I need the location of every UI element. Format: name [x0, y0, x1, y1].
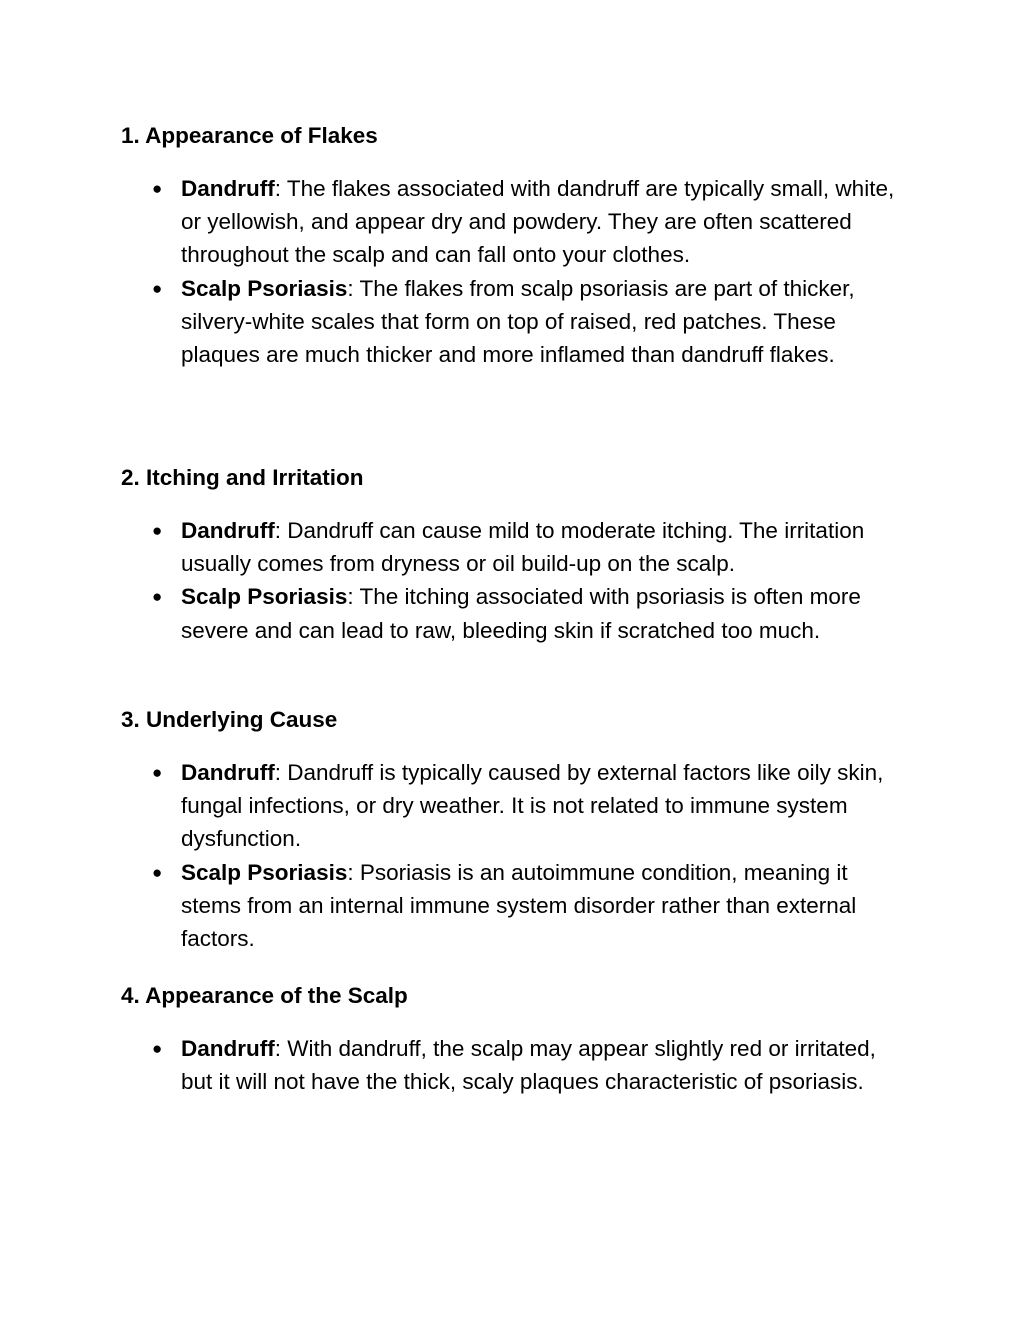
- term-label: Scalp Psoriasis: [181, 275, 348, 301]
- bullet-icon: ●: [152, 862, 163, 882]
- term-label: Dandruff: [181, 518, 275, 543]
- list-item: [0, 580, 911, 646]
- item-text: : Dandruff is typically caused by external factors like oily skin, fungal infections, or dry weather. It is not related to immune system dysfunction.: [181, 760, 884, 852]
- bullet-list: [0, 172, 1024, 371]
- bullet-list: [0, 1032, 1024, 1098]
- term-label: Scalp Psoriasis: [181, 859, 348, 885]
- list-item: [0, 756, 911, 856]
- bullet-icon: ●: [152, 278, 163, 298]
- bullet-icon: ●: [152, 179, 163, 198]
- term-label: Dandruff: [181, 1036, 275, 1061]
- section-heading: 2. Itching and Irritation: [121, 465, 364, 490]
- term-label: Scalp Psoriasis: [181, 584, 348, 610]
- section-heading: 4. Appearance of the Scalp: [121, 983, 408, 1008]
- list-item: [0, 272, 911, 372]
- item-text: : The flakes from scalp psoriasis are part of thicker, silvery-white scales that form on top of raised, red patches. These plaques are much thicker and more inflamed than dandruff flakes.: [181, 275, 855, 368]
- item-text: : The flakes associated with dandruff are typically small, white, or yellowish, and appear dry and powdery. They are often scattered throughout the scalp and can fall onto your clothes.: [181, 176, 895, 268]
- item-text: : Dandruff can cause mild to moderate itching. The irritation usually comes from dryness or oil build-up on the scalp.: [181, 518, 865, 577]
- bullet-list: [0, 514, 1024, 647]
- list-item: [0, 172, 911, 272]
- term-label: Dandruff: [181, 760, 275, 785]
- item-text: : With dandruff, the scalp may appear slightly red or irritated, but it will not have the thick, scaly plaques characteristic of psoriasis.: [181, 1036, 876, 1095]
- bullet-icon: ●: [152, 587, 163, 607]
- section-heading: 3. Underlying Cause: [121, 707, 338, 732]
- list-item: [0, 1032, 911, 1098]
- list-item: [0, 856, 911, 956]
- bullet-icon: ●: [152, 763, 163, 782]
- item-text: : The itching associated with psoriasis is often more severe and can lead to raw, bleeding skin if scratched too much.: [181, 584, 861, 643]
- term-label: Dandruff: [181, 176, 275, 201]
- section-heading: 1. Appearance of Flakes: [121, 123, 378, 148]
- bullet-icon: ●: [152, 521, 163, 540]
- item-text: : Psoriasis is an autoimmune condition, meaning it stems from an internal immune system disorder rather than external factors.: [181, 859, 857, 952]
- bullet-list: [0, 756, 1024, 955]
- bullet-icon: ●: [152, 1039, 163, 1058]
- list-item: [0, 514, 911, 580]
